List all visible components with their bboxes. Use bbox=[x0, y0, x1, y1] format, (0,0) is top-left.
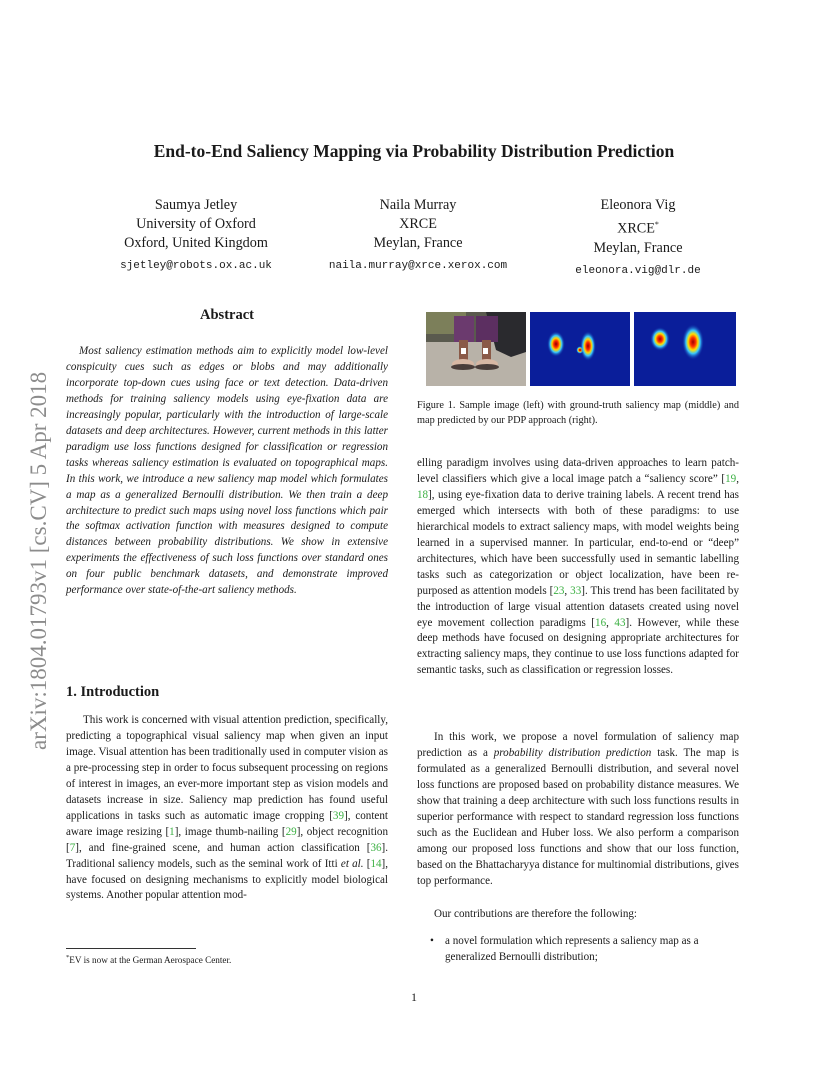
citation-link[interactable]: 33 bbox=[570, 584, 582, 597]
citation-link[interactable]: 39 bbox=[332, 809, 344, 822]
section-heading-introduction: 1. Introduction bbox=[66, 684, 160, 700]
abstract-text: Most saliency estimation methods aim to explicitly model low-level conspicuity cues such as edges or blobs and may additionally incorporate top-down cues using face or text detection. Data-driven methods for training saliency models using eye-fixation data are increasingly popular, particularly with the introduction of large-scale datasets and deep architectures. However, current methods in this latter paradigm use loss functions designed for classification or regression tasks whereas saliency estimation is evaluated on topographical maps. In this work, we introduce a new saliency map model which formulates a map as a generalized Bernoulli distribution. We then train a deep architecture to predict such maps using novel loss functions which pair the softmax activation function with measures designed to compute distances between probability distributions. We show in extensive experiments the effectiveness of such loss functions over standard ones on four public benchmark datasets, and demonstrate improved performance over state-of-the-art saliency methods. bbox=[66, 345, 388, 597]
arxiv-stamp bbox=[24, 290, 54, 760]
figure-caption: Figure 1. Sample image (left) with ground-truth saliency map (middle) and map predicted by our PDP approach (right). bbox=[417, 400, 739, 426]
citation-link[interactable]: 43 bbox=[614, 616, 626, 629]
citation-link[interactable]: 36 bbox=[370, 841, 382, 854]
author-location: Meylan, France bbox=[373, 235, 463, 251]
author-email[interactable]: eleonora.vig@dlr.de bbox=[575, 264, 701, 277]
citation-link[interactable]: 14 bbox=[370, 857, 382, 870]
arxiv-id: arXiv:1804.01793v1 [cs.CV] 5 Apr 2018 bbox=[26, 371, 51, 750]
sample-photo bbox=[426, 312, 526, 386]
ground-truth-saliency-map bbox=[530, 312, 630, 386]
citation-link[interactable]: 7 bbox=[69, 841, 76, 854]
author-name: Saumya Jetley bbox=[154, 197, 238, 213]
bullet-icon: • bbox=[430, 935, 434, 947]
abstract-heading: Abstract bbox=[200, 307, 254, 323]
footnote: *EV is now at the German Aerospace Center. bbox=[66, 954, 232, 966]
right-column-paragraph: elling paradigm involves using data-driven approaches to learn patch-level classifiers which give a local image patch a “saliency score” [19, 18], using eye-fixation data to derive training labels. A recent trend has emerged which intersects with both of these paradigms: to use hierarchical models to extract saliency maps, with model weights being learned in a supervised manner. In particular, end-to-end or “deep” architectures, which have been successfully used in semantic labelling tasks such as categorization or object localization, have been re-purposed as attention models [23, 33]. This trend has been facilitated by the introduction of large visual attention datasets created using novel eye movement collection paradigms [16, 43]. However, while these deep methods have focused on designing appropriate architectures for extracting saliency maps, they continue to use loss functions adapted for semantic tasks, such as classification or regression losses. bbox=[417, 457, 740, 677]
citation-link[interactable]: 29 bbox=[285, 825, 297, 838]
citation-link[interactable]: 18 bbox=[417, 488, 429, 501]
author-name: Naila Murray bbox=[379, 197, 457, 213]
intro-paragraph: This work is concerned with visual attention prediction, specifically, predicting a topographical visual saliency map when given an input image. Visual attention has been traditionally used in computer vision as a pre-processing step in order to focus subsequent processing on regions of interest in images, an ever-more important step as vision models and datasets increase in size. Saliency map prediction has found useful applications in tasks such as automatic image cropping [39], content aware image resizing [1], image thumb-nailing [29], object recognition [7], and fine-grained scene, and human action classification [36]. Traditional saliency models, such as the seminal work of Itti et al. [14], have focused on designing mechanisms to explicitly model biological systems. Another popular attention mod- bbox=[66, 714, 389, 902]
author-affiliation-line bbox=[545, 215, 731, 239]
paper-title: End-to-End Saliency Mapping via Probability Distribution Prediction bbox=[153, 141, 675, 161]
citation-link[interactable]: 19 bbox=[725, 472, 737, 485]
citation-link[interactable]: 1 bbox=[169, 825, 175, 838]
author-email[interactable]: sjetley@robots.ox.ac.uk bbox=[120, 260, 272, 272]
figure-1 bbox=[426, 312, 736, 386]
author-block-1 bbox=[100, 196, 292, 276]
author-affiliation: XRCE bbox=[399, 216, 437, 232]
footnote-mark: * bbox=[654, 220, 659, 229]
footnote-divider bbox=[66, 948, 196, 949]
author-location: Oxford, United Kingdom bbox=[124, 235, 268, 251]
author-block-3 bbox=[545, 196, 731, 281]
predicted-saliency-map bbox=[634, 312, 736, 386]
author-name: Eleonora Vig bbox=[600, 197, 676, 213]
citation-link[interactable]: 16 bbox=[595, 616, 607, 629]
author-affiliation: University of Oxford bbox=[136, 216, 256, 232]
author-email[interactable]: naila.murray@xrce.xerox.com bbox=[328, 260, 508, 272]
right-column-paragraph: In this work, we propose a novel formulation of saliency map prediction as a probability distribution prediction task. The map is formulated as a generalized Bernoulli distribution, and several novel loss functions are proposed based on probability distance measures. We show that training a deep architecture with such loss functions results in superior performance with respect to standard regression loss functions such as the Euclidean and Huber loss. We also perform a comparison among our proposed loss functions and show that our loss function, based on the Bhattacharyya distance for multinomial distributions, gives top performance. bbox=[417, 731, 739, 887]
author-block-2 bbox=[320, 196, 516, 276]
citation-link[interactable]: 23 bbox=[553, 584, 565, 597]
author-location: Meylan, France bbox=[593, 239, 683, 256]
contributions-intro: Our contributions are therefore the following: bbox=[434, 908, 638, 920]
page-number: 1 bbox=[411, 990, 417, 1004]
author-affiliation: XRCE bbox=[617, 220, 655, 237]
